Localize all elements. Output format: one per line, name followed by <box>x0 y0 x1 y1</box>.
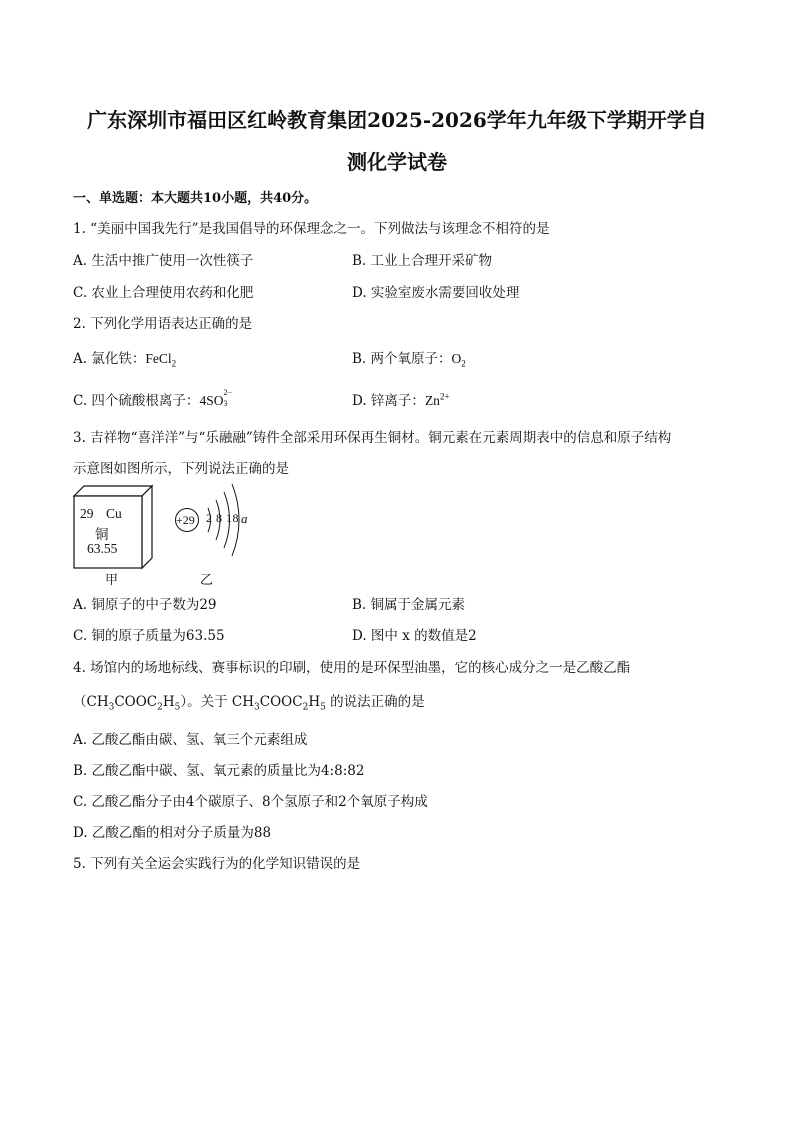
question-stem: 5. 下列有关全运会实践行为的化学知识错误的是 <box>73 856 361 872</box>
option-d <box>352 389 450 409</box>
option-label: A. 氯化铁： <box>73 351 146 367</box>
atomic-mass: 63.55 <box>87 541 118 556</box>
electron-shell-counts: 2 8 18 <box>206 511 239 525</box>
element-symbol: Cu <box>106 506 122 521</box>
question-stem: 2. 下列化学用语表达正确的是 <box>73 316 253 332</box>
element-card-figure <box>70 482 160 582</box>
element-card-top <box>74 486 152 496</box>
element-card-side <box>142 486 152 568</box>
question-stem-line-1: 3. 吉祥物“喜洋洋”与“乐融融”铸件全部采用环保再生铜材。铜元素在元素周期表中的信息和原子结构 <box>73 430 672 446</box>
figure-caption-yi: 乙 <box>200 573 214 588</box>
option-c: C. 农业上合理使用农药和化肥 <box>73 285 254 301</box>
option-d: D. 实验室废水需要回收处理 <box>352 285 520 301</box>
option-c: C. 铜的原子质量为63.55 <box>73 628 225 644</box>
option-c: C. 乙酸乙酯分子由4个碳原子、8个氢原子和2个氧原子构成 <box>73 794 428 810</box>
element-name: 铜 <box>95 527 109 543</box>
nucleus-charge: +29 <box>176 513 195 527</box>
option-a <box>73 347 176 369</box>
chem-formula: 4SO 2− 3 <box>199 387 232 408</box>
question-stem-line-2: 示意图如图所示，下列说法正确的是 <box>73 461 289 477</box>
title-line-1: 广东深圳市福田区红岭教育集团2025-2026学年九年级下学期开学自 <box>87 108 707 132</box>
option-c <box>73 389 237 409</box>
option-a: A. 铜原子的中子数为29 <box>73 597 217 613</box>
option-label: B. 两个氧原子： <box>352 351 452 367</box>
chem-formula: FeCl$_2$ <box>145 351 177 369</box>
option-b: B. 乙酸乙酯中碳、氢、氧元素的质量比为4:8:82 <box>73 763 365 779</box>
question-stem-line-1: 4. 场馆内的场地标线、赛事标识的印刷，使用的是环保型油墨，它的核心成分之一是乙酸乙酯 <box>73 660 631 676</box>
option-label: D. 锌离子： <box>352 393 425 409</box>
option-b <box>352 347 466 369</box>
option-d: D. 图中 x 的数值是2 <box>352 628 477 644</box>
atomic-number: 29 <box>80 506 94 521</box>
chem-formula: $O_2$ <box>451 351 466 369</box>
option-d: D. 乙酸乙酯的相对分子质量为88 <box>73 825 272 841</box>
title-line-2: 测化学试卷 <box>347 150 447 174</box>
chem-formula: $Zn^{2+}$ <box>424 391 450 408</box>
question-stem: 1. “美丽中国我先行”是我国倡导的环保理念之一。下列做法与该理念不相符的是 <box>73 221 550 237</box>
option-label: C. 四个硫酸根离子： <box>73 393 200 409</box>
option-b: B. 铜属于金属元素 <box>352 597 466 613</box>
option-a: A. 乙酸乙酯由碳、氢、氧三个元素组成 <box>73 732 308 748</box>
option-b: B. 工业上合理开采矿物 <box>352 253 493 269</box>
figure-caption-jia: 甲 <box>105 573 119 588</box>
section-heading: 一、单选题：本大题共10小题，共40分。 <box>73 191 318 206</box>
option-a: A. 生活中推广使用一次性筷子 <box>73 253 254 269</box>
outer-shell-variable: a <box>241 511 248 526</box>
question-stem-line-2: $(CH_3COOC_2H_5)$。关于 $CH_3COOC_2H_5$ 的说法正确的是 <box>73 694 425 713</box>
